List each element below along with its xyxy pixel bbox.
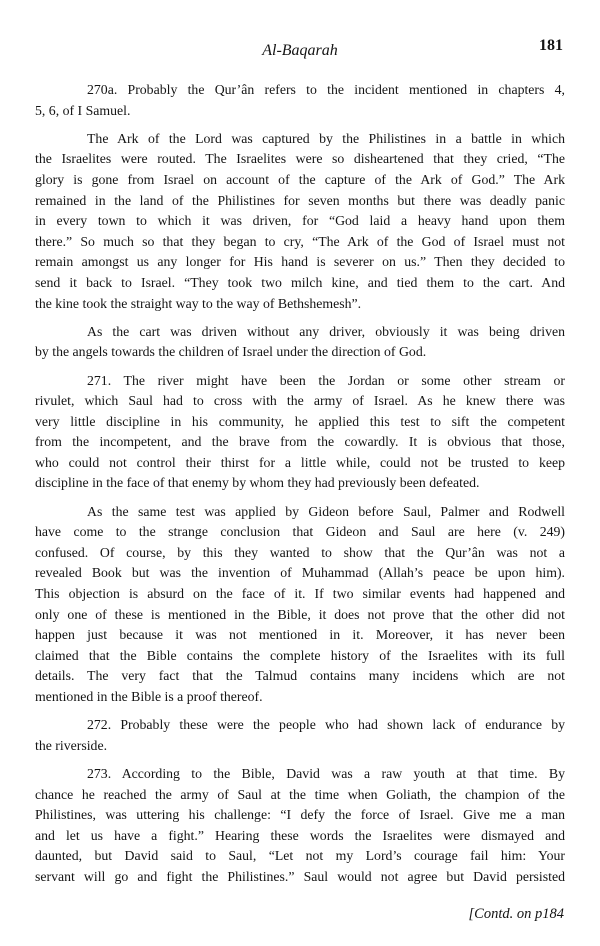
text-line: send it back to Israel. “They took two milch kine, and tied them to the cart. And	[35, 274, 565, 290]
paragraph	[35, 371, 565, 495]
text-line: 271. The river might have been the Jordan or some other stream or	[87, 372, 565, 388]
text-line: details. The very fact that the Talmud contains many incidens which are not	[35, 668, 565, 684]
text-line: in every town to which it was driven, for “God laid a heavy hand upon them	[35, 213, 565, 229]
paragraph	[35, 80, 565, 121]
paragraph	[35, 322, 565, 363]
text-line: 273. According to the Bible, David was a raw youth at that time. By	[87, 765, 565, 781]
text-line: rivulet, which Saul had to cross with the army of Israel. As he knew there was	[35, 393, 565, 409]
text-line: confused. Of course, by this they wanted to show that the Qur’ân was not a	[35, 544, 565, 560]
text-line: by the angels towards the children of Israel under the direction of God.	[35, 344, 427, 360]
text-line: chance he reached the army of Saul at the time when Goliath, the champion of the	[35, 786, 565, 802]
text-line: discipline in the face of that enemy by whom they had previously been defeated.	[35, 475, 480, 491]
text-line: the riverside.	[35, 737, 108, 753]
paragraph	[35, 502, 565, 708]
text-line: As the same test was applied by Gideon before Saul, Palmer and Rodwell	[87, 503, 565, 519]
continued-note: [Contd. on p184	[468, 906, 564, 922]
paragraph	[35, 129, 565, 314]
text-line: 270a. Probably the Qur’ân refers to the incident mentioned in chapters 4,	[87, 82, 565, 97]
text-line: mentioned in the Bible is a proof thereof.	[35, 689, 263, 704]
text-line: from the incompetent, and the brave from the cowardly. It is obvious that those,	[35, 434, 565, 450]
text-line: servant will go and fight the Philistines.” Saul would not agree but David persisted	[35, 868, 565, 884]
text-line: have come to the strange conclusion that Gideon and Saul are here (v. 249)	[35, 524, 565, 540]
text-line: there.” So much so that they began to cry, “The Ark of the God of Israel must not	[35, 233, 565, 249]
text-line: claimed that the Bible contains the complete history of the Israelites with its full	[35, 647, 565, 663]
paragraph	[35, 715, 565, 756]
page-number: 181	[539, 37, 563, 54]
text-line: remain amongst us any longer for His hand is severer on us.” Then they decided to	[35, 254, 565, 270]
text-line: who could not control their thirst for a little while, could not be trusted to keep	[35, 454, 565, 470]
text-line: happen just because it was not mentioned in it. Moreover, it has never been	[35, 627, 565, 643]
text-line: and let us have a fight.” Hearing these words the Israelites were dismayed and	[35, 827, 565, 843]
text-line: The Ark of the Lord was captured by the Philistines in a battle in which	[87, 130, 565, 146]
text-line: only one of these is mentioned in the Bible, it does not prove that the other did not	[35, 606, 565, 622]
text-line: very little discipline in his community, he applied this test to sift the competent	[35, 413, 565, 429]
text-line: This objection is absurd on the face of it. If two similar events had happened and	[35, 586, 565, 602]
text-line: 272. Probably these were the people who had shown lack of endurance by	[87, 717, 565, 733]
text-line: the Israelites were routed. The Israelites were so disheartened that they cried, “The	[35, 151, 565, 167]
text-line: remained in the land of the Philistines for seven months but there was deadly panic	[35, 192, 565, 208]
text-line: revealed Book but was the invention of Muhammad (Allah’s peace be upon him).	[35, 565, 565, 581]
text-line: Philistines, was uttering his challenge: “I defy the force of Israel. Give me a man	[35, 807, 565, 823]
text-line: As the cart was driven without any driver, obviously it was being driven	[87, 323, 565, 339]
text-line: 5, 6, of I Samuel.	[35, 102, 131, 118]
running-head: Al-Baqarah	[262, 42, 338, 59]
body-text	[35, 80, 565, 895]
paragraph	[35, 764, 565, 888]
text-line: glory is gone from Israel on account of the capture of the Ark of God.” The Ark	[35, 171, 565, 187]
text-line: daunted, but David said to Saul, “Let not my Lord’s courage fail him: Your	[35, 848, 565, 864]
text-line: the kine took the straight way to the way of Bethshemesh”.	[35, 295, 362, 311]
